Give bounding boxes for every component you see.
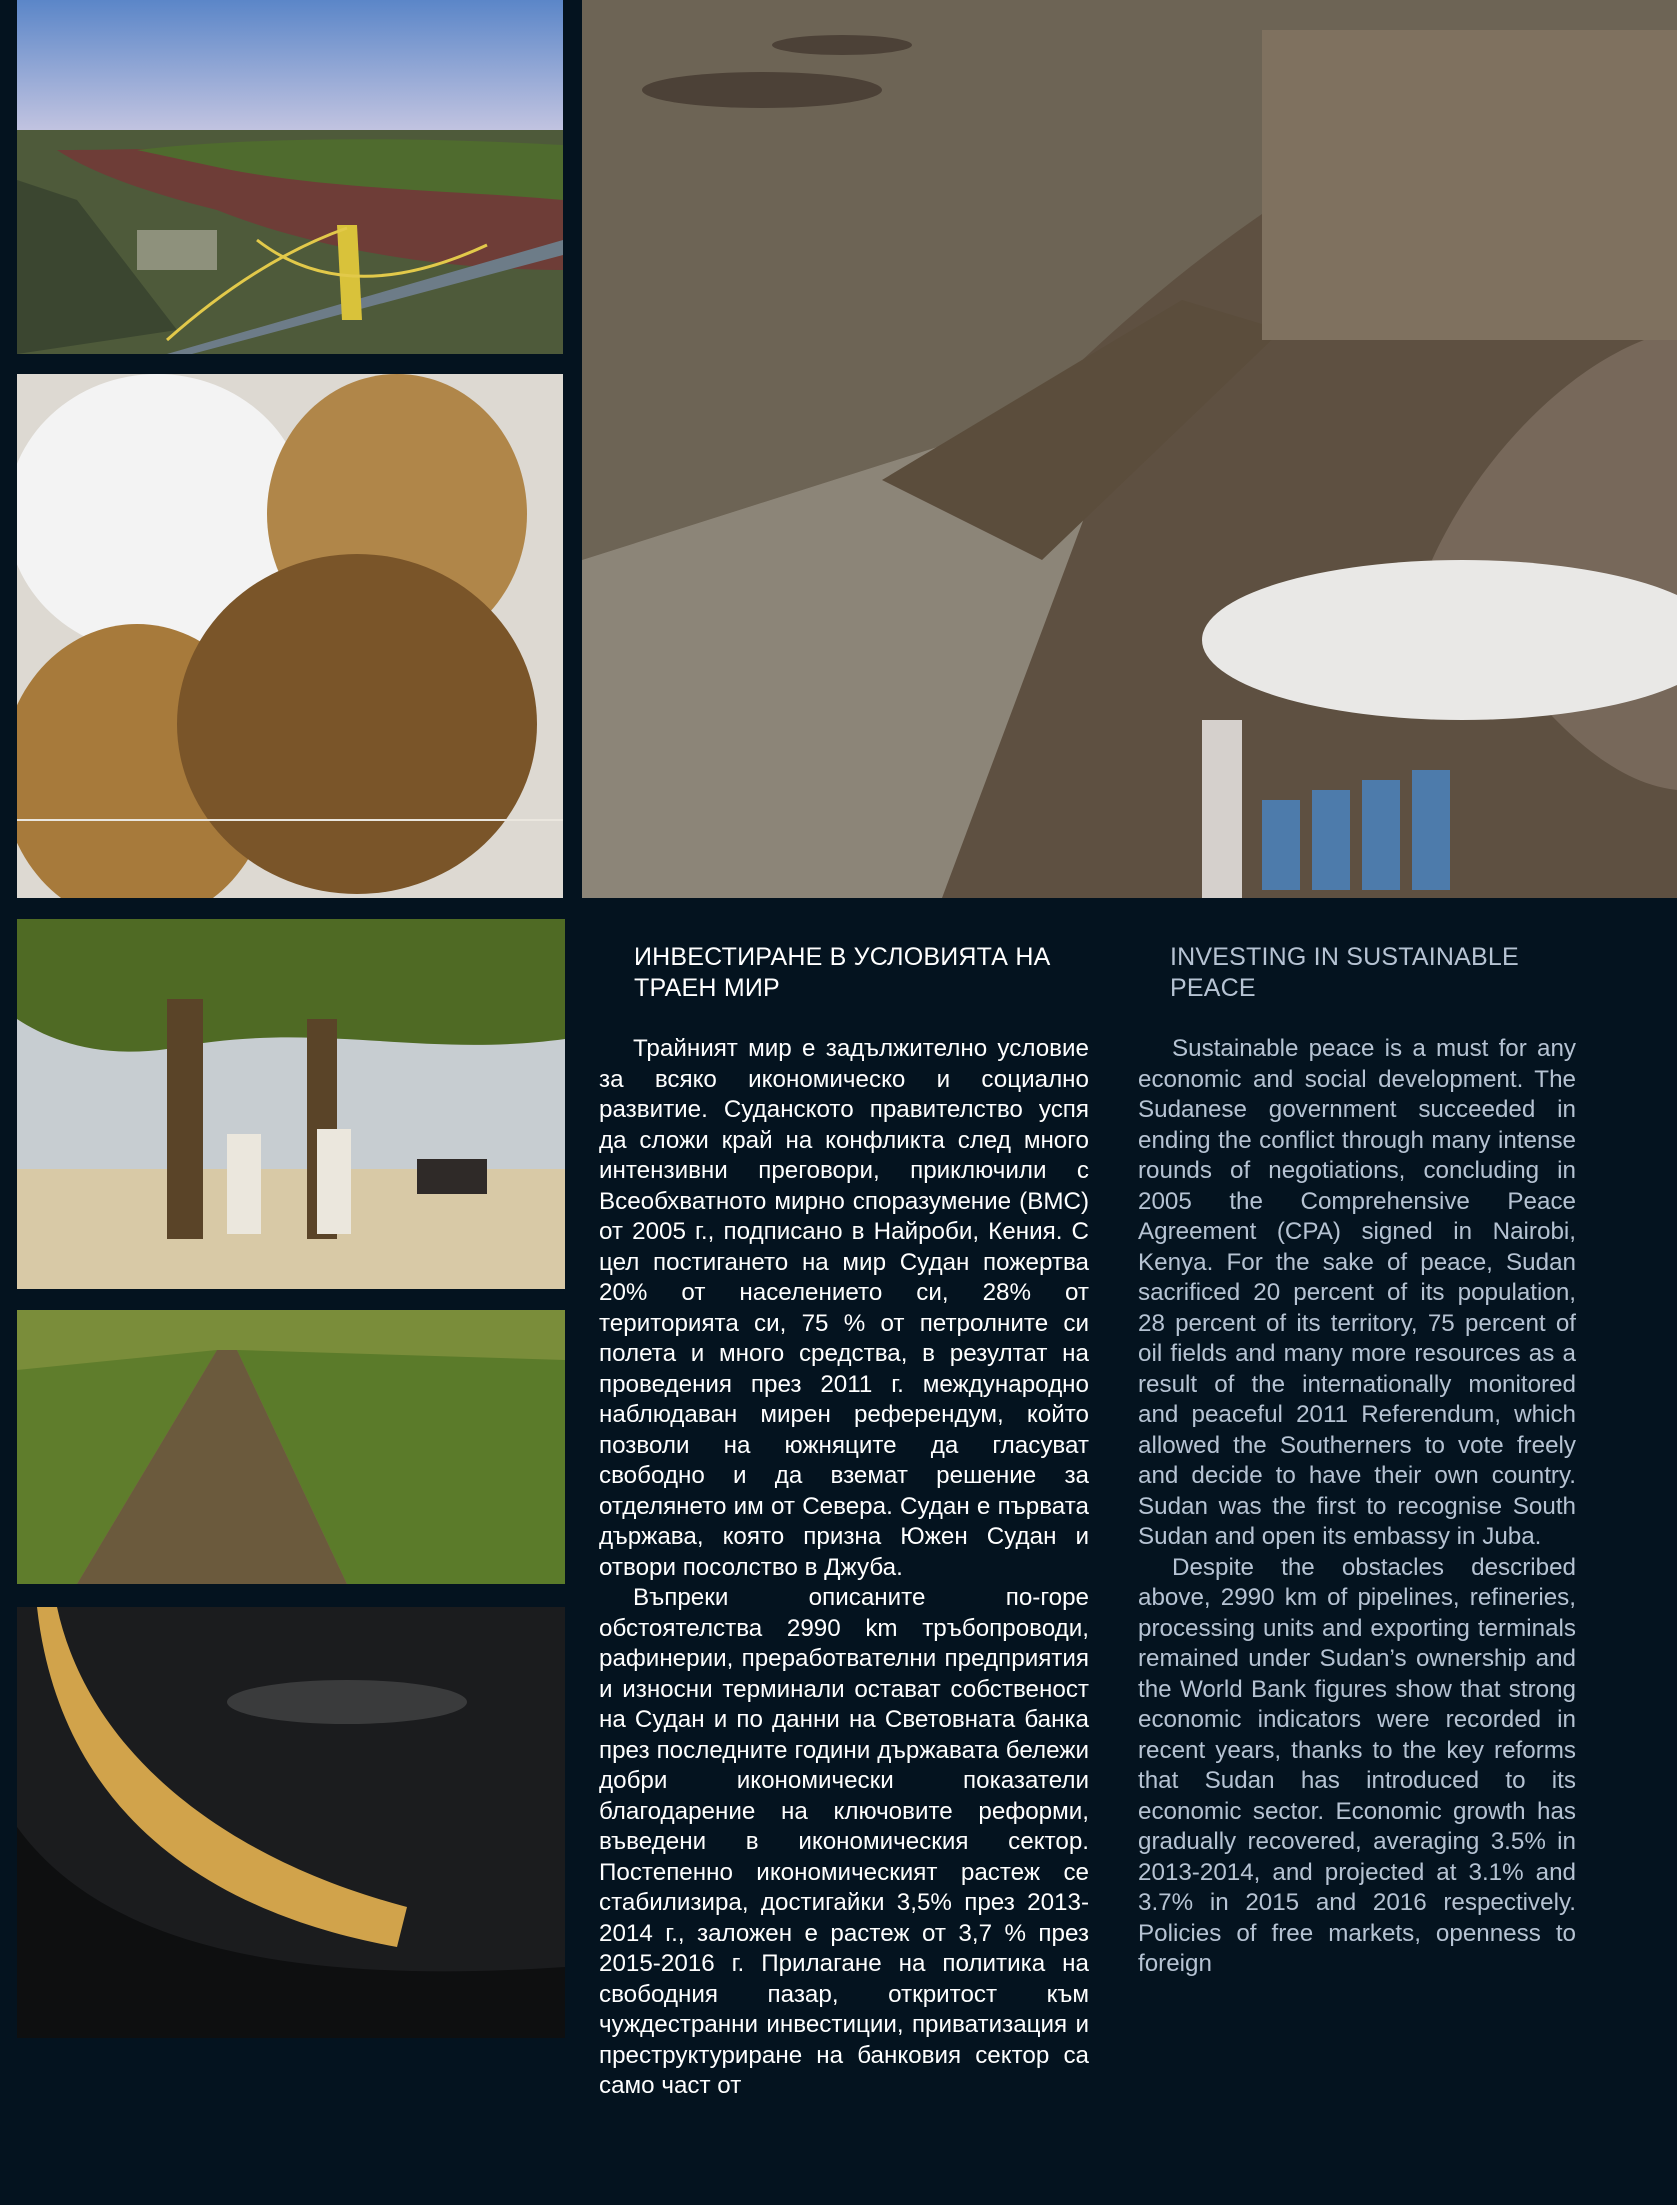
photo-dam bbox=[582, 0, 1677, 898]
heading-bulgarian: ИНВЕСТИРАНЕ В УСЛОВИЯТА НА ТРАЕН МИР bbox=[634, 943, 1051, 1002]
paragraph-bg-2: Въпреки описаните по-горе обстоятелства 2990 km тръбопроводи, рафинерии, преработвателни предприятия и износни терминали остават собственост на Судан и по данни на Световната банка през последните години държавата бележи добри икономически показатели благодарение на ключовите реформи, въведени в икономическия сектор. Постепенно икономическият растеж се стабилизира, достигайки 3,5% през 2013-2014 г., заложен е растеж от 3,7 % през 2015-2016 г. Прилагане на политика на свободния пазар, откритост към чуждестранни инвестиции, приватизация и преструктуриране на банковия сектор са само част от bbox=[599, 1584, 1089, 2099]
paragraph-bg-1: Трайният мир е задължително условие за всяко икономическо и социално развитие. Суданското правителство успя да сложи край на конфликта след много интензивни преговори, приключили с Всеобхватното мирно споразумение (ВМС) от 2005 г., подписано в Найроби, Кения. С цел постигането на мир Судан пожертва 20% от населението си, 28% от територията си, 75 % от петролните си полета и много средства, в резултат на проведения през 2011 г. международно наблюдаван мирен референдум, който позволи на южняците да гласуват свободно и да вземат решение за отделянето им от Севера. Судан е първата държава, която призна Южен Судан и отвори посолство в Джуба. bbox=[599, 1035, 1089, 1581]
paragraph-en-2: Despite the obstacles described above, 2990 km of pipelines, refineries, processing units and exporting terminals remained under Sudan’s ownership and the World Bank figures show that strong economic indicators were recorded in recent years, thanks to the key reforms that Sudan has introduced to its economic sector. Economic growth has gradually recovered, averaging 3.5% in 2013-2014, and projected at 3.1% and 3.7% in 2015 and 2016 respectively. Policies of free markets, openness to foreign bbox=[1138, 1553, 1576, 1977]
photo-sugar-varieties bbox=[17, 374, 563, 898]
photo-gold-nuggets bbox=[17, 1607, 565, 2038]
photo-palm-trees bbox=[17, 919, 565, 1289]
photo-river-bridge bbox=[17, 0, 563, 354]
body-english bbox=[1138, 1034, 1576, 1980]
article-bulgarian bbox=[599, 942, 1089, 2102]
body-bulgarian bbox=[599, 1034, 1089, 2102]
photo-corn-field bbox=[17, 1310, 565, 1584]
heading-english: INVESTING IN SUSTAINABLE PEACE bbox=[1170, 943, 1519, 1002]
paragraph-en-1: Sustainable peace is a must for any economic and social development. The Sudanese government succeeded in ending the conflict through many intense rounds of negotiations, concluding in 2005 the Comprehensive Peace Agreement (CPA) signed in Nairobi, Kenya. For the sake of peace, Sudan sacrificed 20 percent of its population, 28 percent of its territory, 75 percent of oil fields and many more resources as a result of the internationally monitored and peaceful 2011 Referendum, which allowed the Southerners to vote freely and decide to have their own country. Sudan was the first to recognise South Sudan and open its embassy in Juba. bbox=[1138, 1035, 1576, 1550]
article-english bbox=[1138, 942, 1576, 1980]
